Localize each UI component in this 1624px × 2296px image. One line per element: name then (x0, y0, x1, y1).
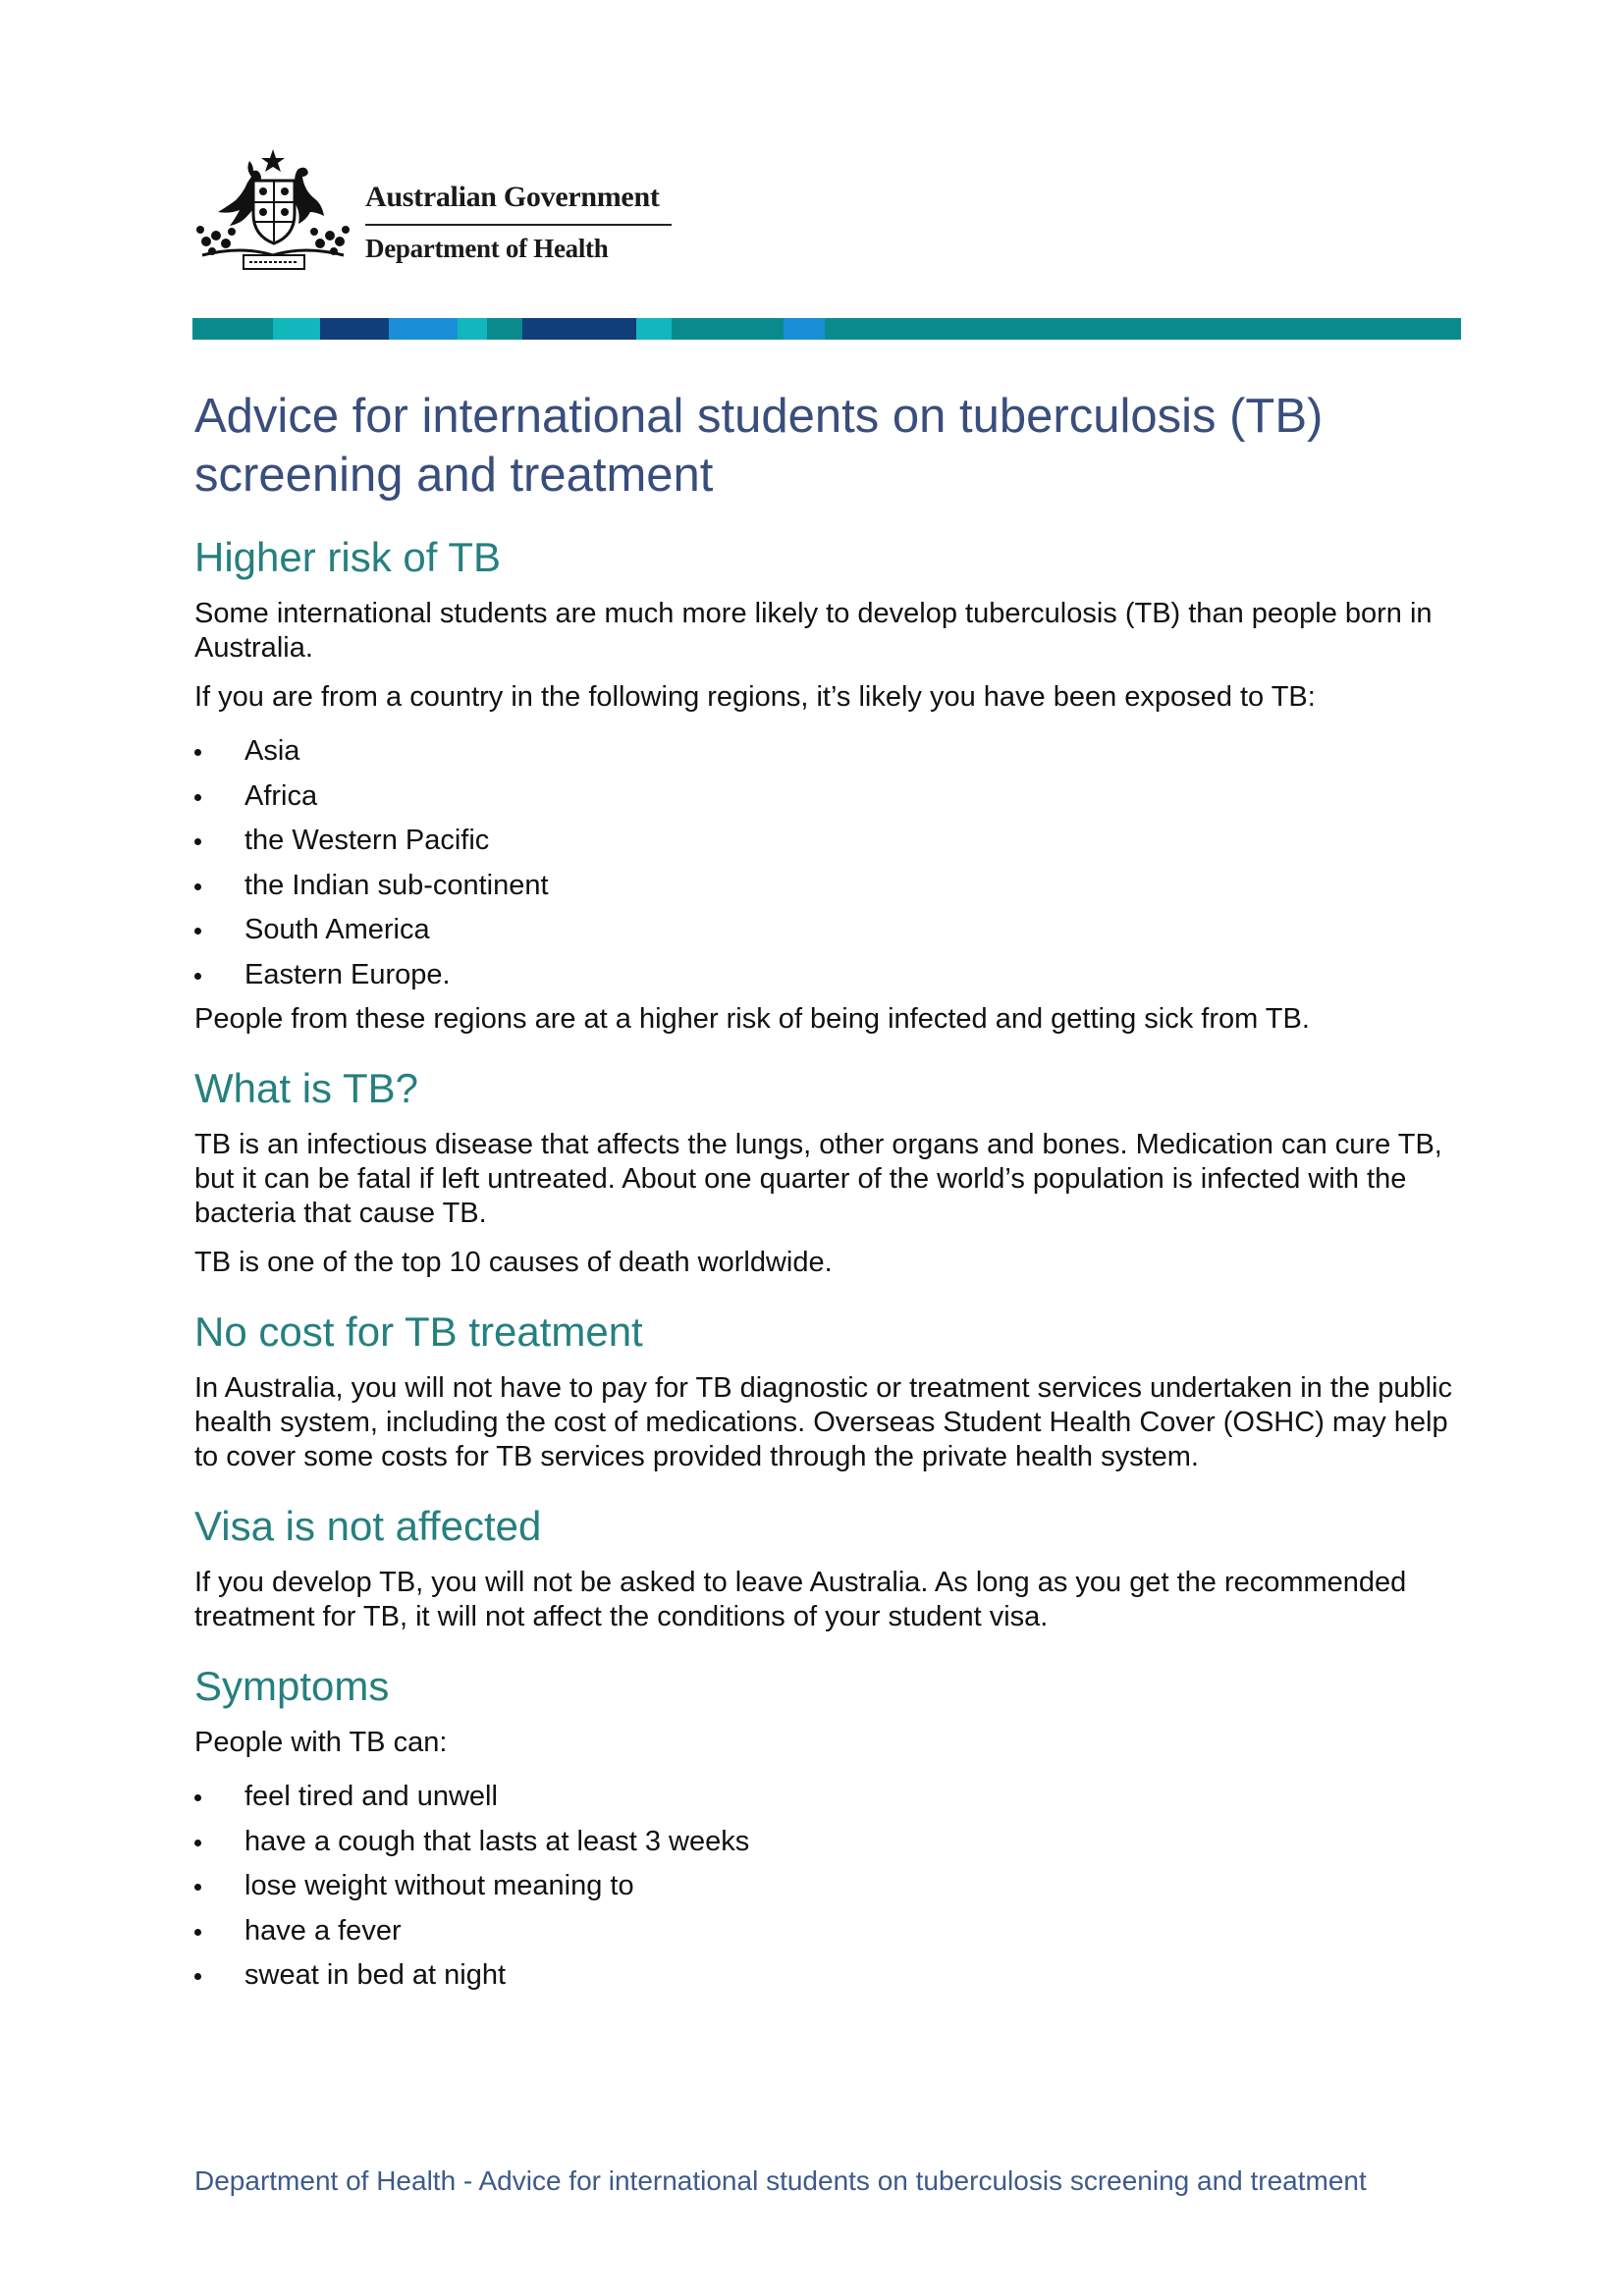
section-symptoms (194, 1661, 1463, 1993)
stripe-segment (320, 318, 389, 340)
paragraph: TB is one of the top 10 causes of death worldwide. (194, 1247, 833, 1278)
stripe-segment (636, 318, 672, 340)
bullet-icon (194, 794, 201, 801)
page-footer: Department of Health - Advice for international students on tuberculosis screening and treatment (194, 2165, 1367, 2196)
list-item-text: Eastern Europe. (244, 958, 451, 990)
section-visa (194, 1501, 1463, 1634)
paragraph: People with TB can: (194, 1727, 448, 1758)
list-item-text: have a cough that lasts at least 3 weeks (244, 1825, 750, 1857)
list-item (194, 1825, 1463, 1859)
list-item-text: the Indian sub-continent (244, 869, 549, 901)
list-item-text: sweat in bed at night (244, 1959, 507, 1991)
list-item (194, 1914, 1463, 1949)
paragraph: In Australia, you will not have to pay for TB diagnostic or treatment services undertaken in the public health system, including the cost of medications. Overseas Student Health Cover (OSHC) may help to cover some costs for TB services provided through the private health system. (194, 1372, 1452, 1472)
list-item (194, 913, 1463, 947)
list-item-text: have a fever (244, 1914, 402, 1947)
paragraph: Some international students are much more likely to develop tuberculosis (TB) than people born in Australia. (194, 598, 1433, 664)
list-item-text: South America (244, 914, 430, 945)
main-content (194, 387, 1463, 2019)
list-item (194, 869, 1463, 903)
list-item (194, 958, 1463, 992)
stripe-segment (672, 318, 784, 340)
section-heading: No cost for TB treatment (194, 1308, 643, 1355)
bullet-icon (194, 1840, 201, 1846)
bullet-icon (194, 1794, 201, 1801)
bullet-icon (194, 973, 201, 980)
list-item (194, 734, 1463, 769)
government-logo (192, 147, 683, 275)
stripe-segment (522, 318, 636, 340)
bullet-icon (194, 883, 201, 890)
dept-name: Department of Health (365, 234, 609, 263)
stripe-segment (273, 318, 320, 340)
bullet-icon (194, 1929, 201, 1936)
bullet-icon (194, 928, 201, 934)
symptoms-list (194, 1780, 1463, 1993)
stripe-segment (192, 318, 273, 340)
stripe-segment (784, 318, 825, 340)
coat-of-arms-icon (192, 147, 354, 275)
list-item (194, 1869, 1463, 1903)
paragraph: TB is an infectious disease that affects the lungs, other organs and bones. Medication can cure TB, but it can be fatal if left untreated. About one quarter of the world’s population is infected with the bacteria that cause TB. (194, 1129, 1442, 1229)
list-item-text: Africa (244, 779, 318, 812)
list-item-text: feel tired and unwell (244, 1781, 498, 1812)
list-item-text: Asia (244, 735, 300, 767)
paragraph: If you develop TB, you will not be asked to leave Australia. As long as you get the recommended treatment for TB, it will not affect the conditions of your student visa. (194, 1567, 1407, 1632)
paragraph: If you are from a country in the following regions, it’s likely you have been exposed to TB: (194, 681, 1316, 713)
bullet-icon (194, 749, 201, 756)
header-stripe (192, 318, 1461, 340)
org-name: Australian Government (365, 181, 672, 226)
section-no-cost (194, 1307, 1463, 1474)
list-item (194, 1780, 1463, 1814)
section-heading: What is TB? (194, 1065, 418, 1111)
bullet-icon (194, 1973, 201, 1980)
list-item (194, 779, 1463, 814)
section-heading: Visa is not affected (194, 1503, 542, 1549)
section-heading: Symptoms (194, 1663, 390, 1709)
bullet-icon (194, 838, 201, 845)
section-what-is-tb (194, 1063, 1463, 1280)
regions-list (194, 734, 1463, 992)
section-heading: Higher risk of TB (194, 534, 501, 580)
list-item (194, 824, 1463, 858)
stripe-segment (389, 318, 458, 340)
page-title: Advice for international students on tuberculosis (TB) screening and treatment (194, 390, 1324, 502)
list-item (194, 1958, 1463, 1993)
bullet-icon (194, 1884, 201, 1891)
paragraph: People from these regions are at a higher risk of being infected and getting sick from TB. (194, 1003, 1310, 1035)
list-item-text: lose weight without meaning to (244, 1870, 634, 1901)
stripe-segment (458, 318, 487, 340)
section-higher-risk (194, 532, 1463, 1037)
list-item-text: the Western Pacific (244, 825, 490, 856)
stripe-segment (825, 318, 1461, 340)
stripe-segment (487, 318, 522, 340)
